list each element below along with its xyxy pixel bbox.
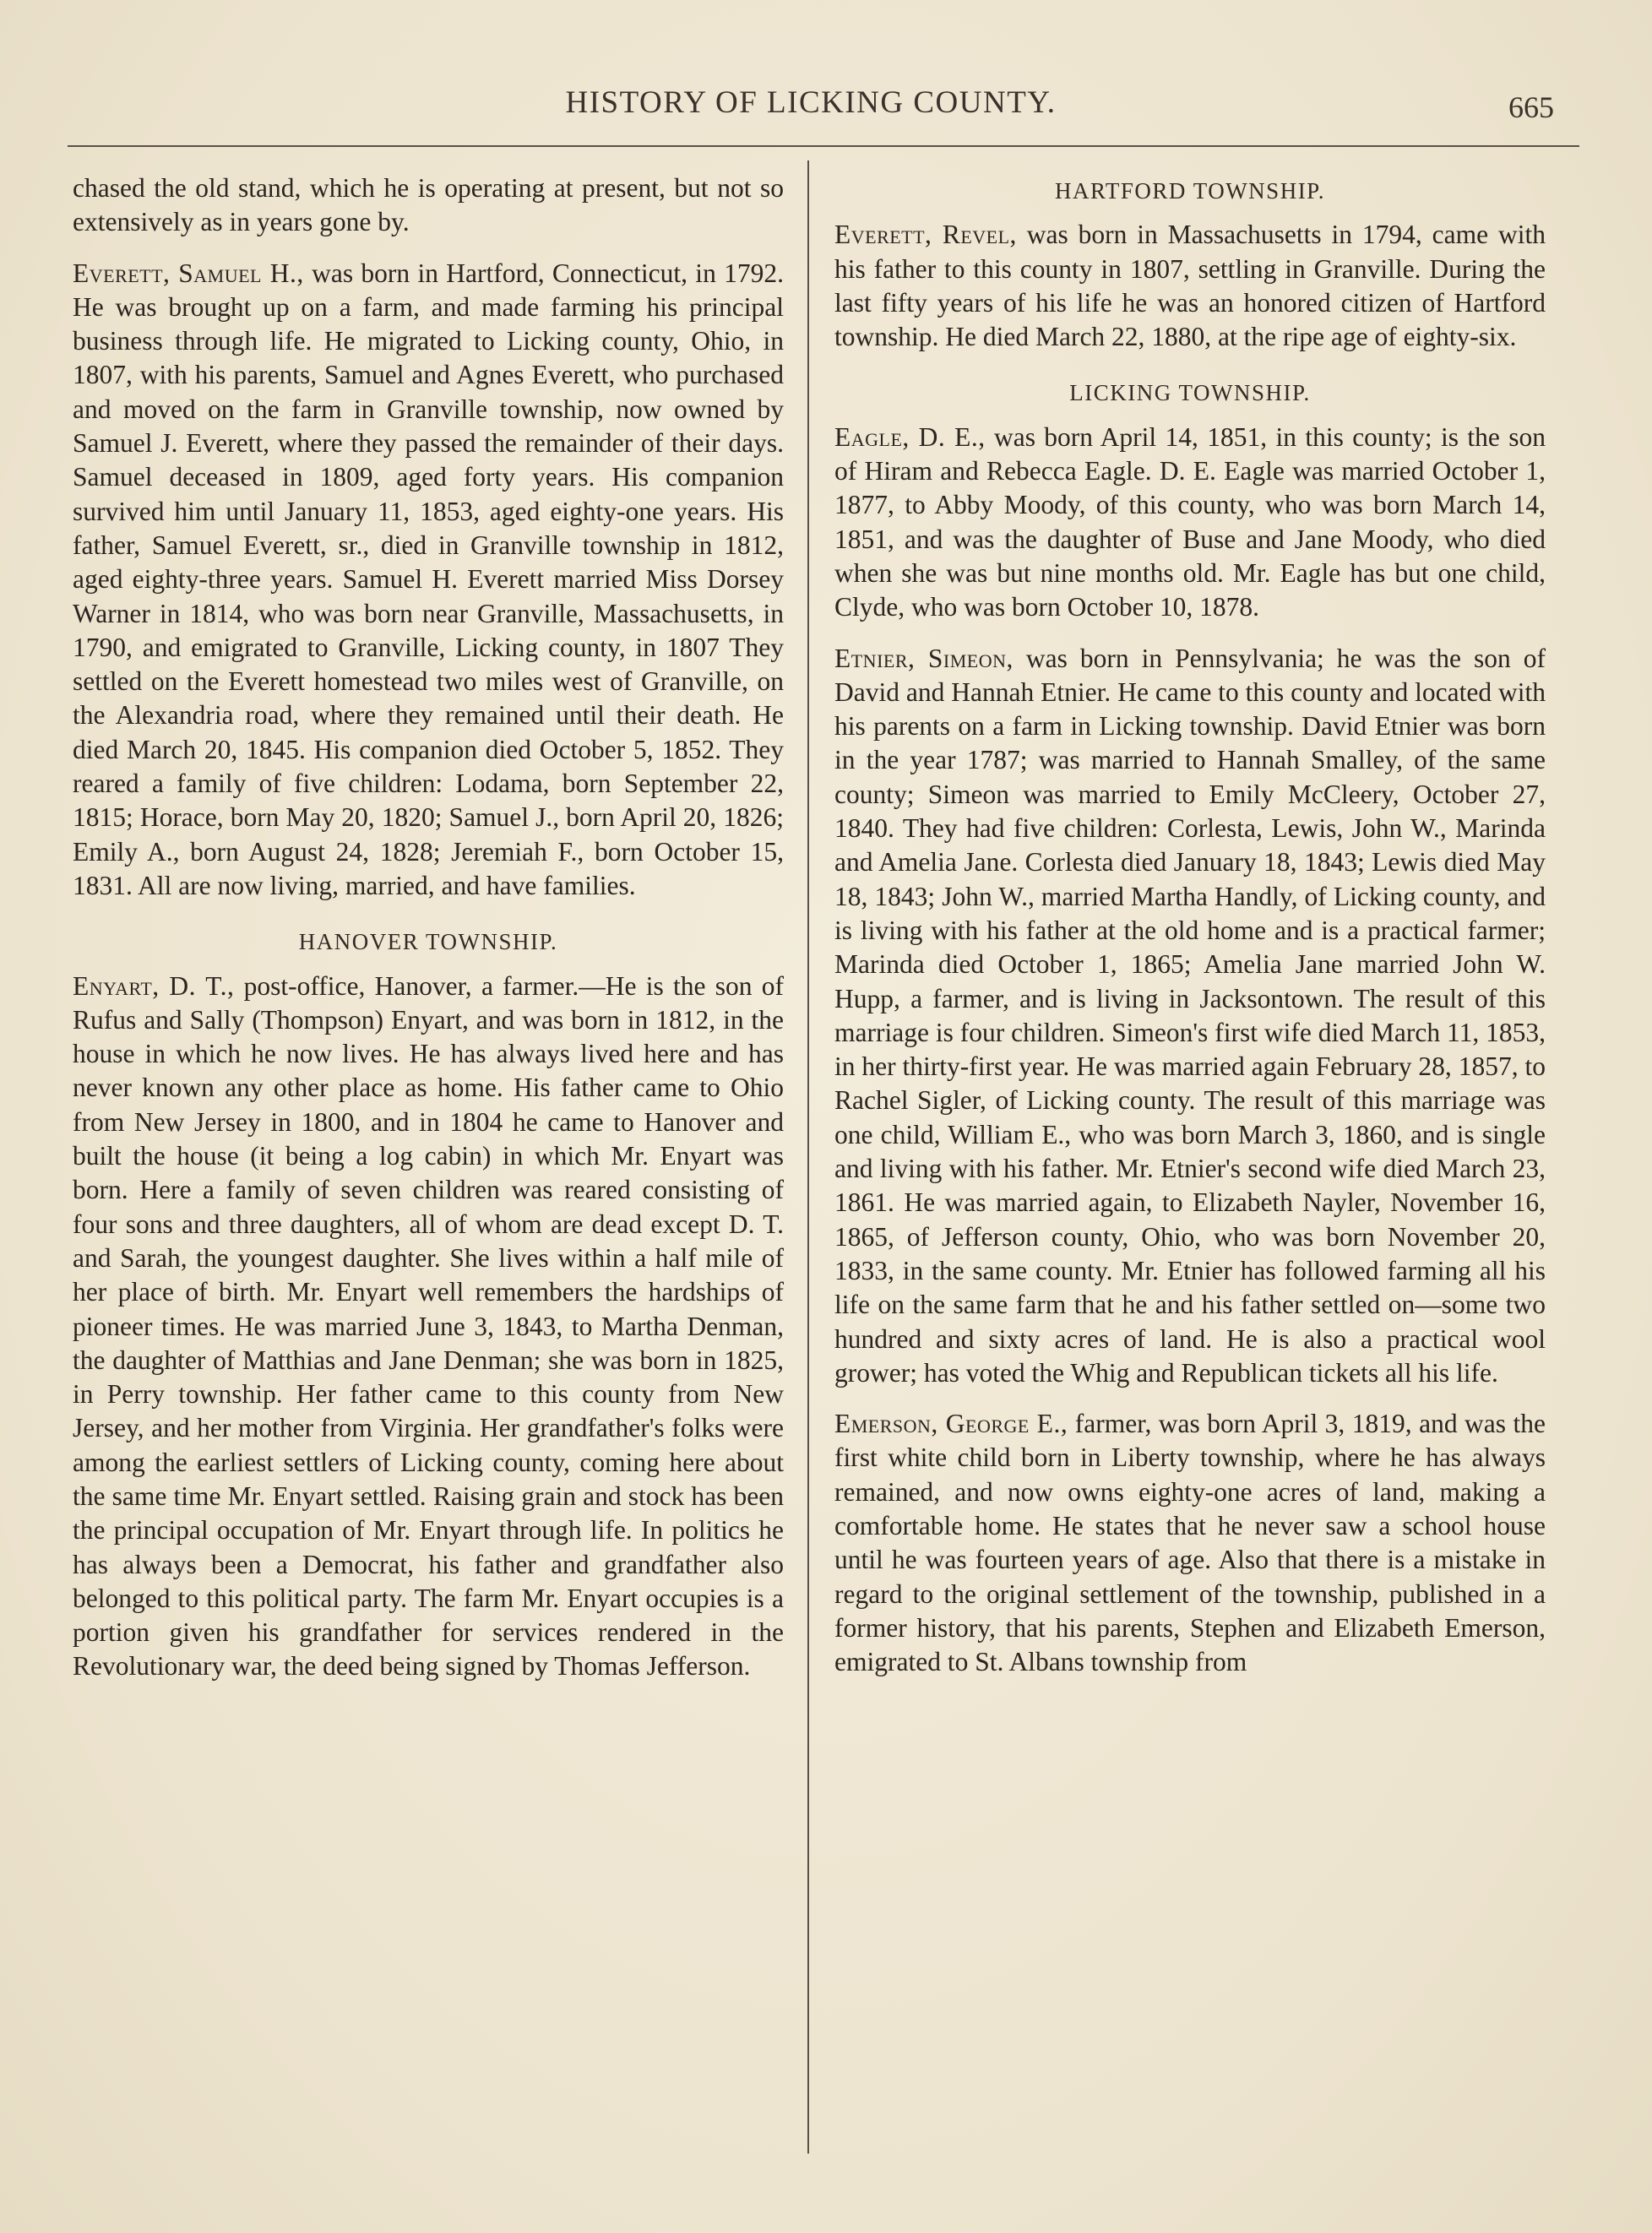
entry-text: was born in Pennsylvania; he was the son of David and Hannah Etnier. He came to this county and located with his parents on a farm in Licking township. David Etnier was born in the year 1787; was married to Hannah Smalley, of the same county; Simeon was married to Emily McCleery, October 27, 1840. They had five children: Corlesta, Lewis, John W., Marinda and Amelia Jane. Corlesta died January 18, 1843; Lewis died May 18, 1843; John W., married Martha Handly, of Licking county, and is living with his father at the old home and is a practical farmer; Marinda died October 1, 1865; Amelia Jane married John W. Hupp, a farmer, and is living in Jacksontown. The result of this marriage is four children. Simeon's first wife died March 11, 1853, in her thirty-first year. He was married again February 28, 1857, to Rachel Sigler, of Licking county. The result of this marriage was one child, William E., who was born March 3, 1860, and is single and living with his father. Mr. Etnier's second wife died March 23, 1861. He was married again, to Elizabeth Nayler, November 16, 1865, of Jefferson county, Ohio, who was born November 20, 1833, in the same county. Mr. Etnier has followed farming all his life on the same farm that he and his father settled on—some two hundred and sixty acres of land. He is also a practical wool grower; has voted the Whig and Republican tickets all his life. <box>834 643 1546 1388</box>
right-column <box>834 174 1546 1679</box>
section-heading-hartford: HARTFORD TOWNSHIP. <box>1055 178 1325 204</box>
entry-name: Everett, Samuel H., <box>73 258 304 288</box>
entry-name: Everett, Revel, <box>834 220 1017 250</box>
entry-text: was born in Hartford, Connecticut, in 1792. He was brought up on a farm, and made farming his principal business through life. He migrated to Licking county, Ohio, in 1807, with his parents, Samuel and Agnes Everett, who purchased and moved on the farm in Granville township, now owned by Samuel J. Everett, where they passed the remainder of their days. Samuel deceased in 1809, aged forty years. His companion survived him until January 11, 1853, aged eighty-one years. His father, Samuel Everett, sr., died in Granville township in 1812, aged eighty-three years. Samuel H. Everett married Miss Dorsey Warner in 1814, who was born near Granville, Massachusetts, in 1790, and emigrated to Granville, Licking county, in 1807 They settled on the Everett homestead two miles west of Granville, on the Alexandria road, where they remained until their death. He died March 20, 1845. His companion died October 5, 1852. They reared a family of five children: Lodama, born September 22, 1815; Horace, born May 20, 1820; Samuel J., born April 20, 1826; Emily A., born August 24, 1828; Jeremiah F., born October 15, 1831. All are now living, married, and have families. <box>73 258 784 900</box>
entry-everett-samuel <box>73 257 784 904</box>
column-divider <box>807 160 809 2154</box>
entry-text: farmer, was born April 3, 1819, and was the first white child born in Liberty township, where he has always remained, and now owns eighty-one acres of land, making a comfortable home. He states that he never saw a school house until he was fourteen years of age. Also that there is a mistake in regard to the original settlement of the township, published in a former history, that his parents, Stephen and Elizabeth Emerson, emigrated to St. Albans township from <box>834 1409 1546 1677</box>
entry-name: Enyart, D. T., <box>73 970 235 1001</box>
entry-enyart <box>73 970 784 1684</box>
entry-text: was born April 14, 1851, in this county; is the son of Hiram and Rebecca Eagle. D. E. Eagle was married October 1, 1877, to Abby Moody, of this county, who was born March 14, 1851, and was the daughter of Buse and Jane Moody, who died when she was but nine months old. Mr. Eagle has but one child, Clyde, who was born October 10, 1878. <box>834 421 1546 622</box>
continuation-paragraph: chased the old stand, which he is operating at present, but not so extensively as in years gone by. <box>73 173 784 237</box>
running-title: HISTORY OF LICKING COUNTY. <box>565 85 1057 120</box>
entry-name: Emerson, George E., <box>834 1409 1068 1439</box>
header-rule <box>68 145 1579 147</box>
entry-name: Etnier, Simeon, <box>834 643 1013 673</box>
section-heading-hanover: HANOVER TOWNSHIP. <box>298 929 558 955</box>
entry-text: was born in Massachusetts in 1794, came with his father to this county in 1807, settling in Granville. During the last fifty years of his life he was an honored citizen of Hartford township. He died March 22, 1880, at the ripe age of eighty-six. <box>834 220 1546 352</box>
entry-everett-revel <box>834 218 1546 354</box>
entry-name: Eagle, D. E., <box>834 421 986 452</box>
entry-eagle <box>834 421 1546 625</box>
section-heading-licking: LICKING TOWNSHIP. <box>1069 380 1311 406</box>
page-header <box>68 84 1554 135</box>
page-number: 665 <box>1508 90 1554 124</box>
entry-emerson <box>834 1407 1546 1679</box>
entry-text: post-office, Hanover, a farmer.—He is the son of Rufus and Sally (Thompson) Enyart, and was born in 1812, in the house in which he now lives. He has always lived here and has never known any other place as home. His father came to Ohio from New Jersey in 1800, and in 1804 he came to Hanover and built the house (it being a log cabin) in which Mr. Enyart was born. Here a family of seven children was reared consisting of four sons and three daughters, all of whom are dead except D. T. and Sarah, the youngest daughter. She lives within a half mile of her place of birth. Mr. Enyart well remembers the hardships of pioneer times. He was married June 3, 1843, to Martha Denman, the daughter of Matthias and Jane Denman; she was born in 1825, in Perry township. Her father came to this county from New Jersey, and her mother from Virginia. Her grandfather's folks were among the earliest settlers of Licking county, coming here about the same time Mr. Enyart settled. Raising grain and stock has been the principal occupation of Mr. Enyart through life. In politics he has always been a Democrat, his father and grandfather also belonged to this political party. The farm Mr. Enyart occupies is a portion given his grandfather for services rendered in the Revolutionary war, the deed being signed by Thomas Jefferson. <box>73 970 784 1682</box>
left-column <box>73 171 784 1684</box>
entry-etnier <box>834 642 1546 1391</box>
